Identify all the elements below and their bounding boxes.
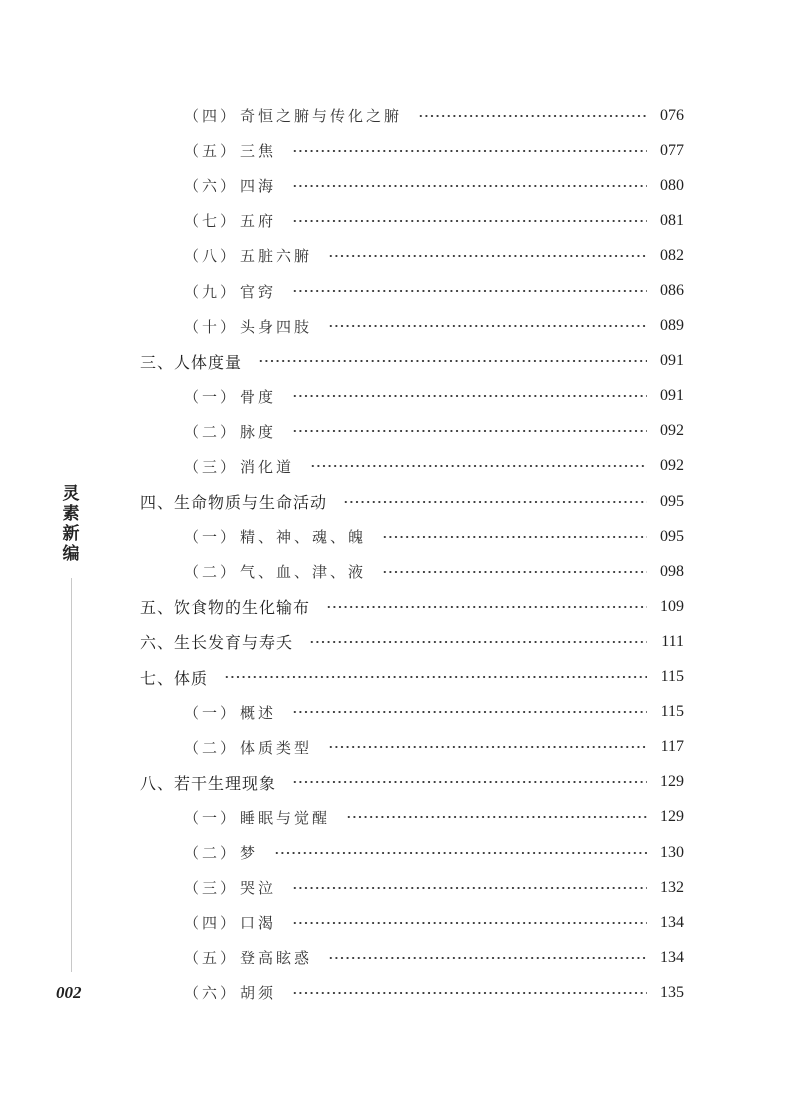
toc-entry-number: （四） xyxy=(184,914,239,933)
dot-leader xyxy=(292,185,647,187)
toc-entry-title: 精、神、魂、魄 xyxy=(240,528,367,547)
dot-leader xyxy=(310,465,647,467)
dot-leader xyxy=(292,290,647,292)
toc-subsection[interactable] xyxy=(0,449,790,484)
toc-entry-page: 098 xyxy=(660,562,684,580)
toc-entry-page: 135 xyxy=(660,983,684,1001)
toc-entry-page: 095 xyxy=(660,527,684,545)
toc-entry-page: 089 xyxy=(660,317,684,335)
dot-leader xyxy=(328,255,647,257)
toc-entry-number: （十） xyxy=(184,317,239,336)
toc-subsection[interactable] xyxy=(0,835,790,870)
toc-entry-number: 八、 xyxy=(140,773,175,793)
page-number: 002 xyxy=(56,983,82,1002)
toc-entry-title: 口渴 xyxy=(240,914,277,933)
toc-entry-title: 官窍 xyxy=(240,282,277,301)
toc-entry-number: （九） xyxy=(184,282,239,301)
toc-entry-page: 086 xyxy=(660,282,684,300)
toc-entry-number: （六） xyxy=(184,984,239,1003)
toc-entry-title: 五府 xyxy=(240,212,277,231)
toc-subsection[interactable] xyxy=(0,940,790,975)
toc-section[interactable] xyxy=(0,660,790,695)
toc-entry-number: （五） xyxy=(184,142,239,161)
toc-entry-title: 骨度 xyxy=(240,387,277,406)
toc-entry-page: 111 xyxy=(661,632,684,650)
toc-entry-number: （一） xyxy=(184,808,239,827)
dot-leader xyxy=(258,360,647,362)
toc-entry-page: 134 xyxy=(660,948,684,966)
toc-entry-title: 胡须 xyxy=(240,984,277,1003)
toc-entry-number: 五、 xyxy=(140,598,175,618)
toc-subsection[interactable] xyxy=(0,133,790,168)
toc-entry-number: （二） xyxy=(184,422,239,441)
toc-section[interactable] xyxy=(0,624,790,659)
dot-leader xyxy=(292,887,647,889)
toc-entry-page: 117 xyxy=(660,738,684,756)
toc-entry-title: 奇恒之腑与传化之腑 xyxy=(240,107,403,126)
toc-entry-title: 消化道 xyxy=(240,457,295,476)
dot-leader xyxy=(292,992,647,994)
toc-entry-title: 体质 xyxy=(174,668,209,688)
toc-entry-number: （二） xyxy=(184,563,239,582)
toc-entry-number: （二） xyxy=(184,844,239,863)
toc-entry-number: （五） xyxy=(184,949,239,968)
dot-leader xyxy=(346,816,647,818)
toc-entry-page: 091 xyxy=(660,387,684,405)
toc-subsection[interactable] xyxy=(0,870,790,905)
toc-entry-number: （三） xyxy=(184,457,239,476)
toc-entry-page: 134 xyxy=(660,913,684,931)
toc-subsection[interactable] xyxy=(0,379,790,414)
dot-leader xyxy=(328,325,647,327)
dot-leader xyxy=(292,711,647,713)
dot-leader xyxy=(292,220,647,222)
toc-entry-title: 梦 xyxy=(240,844,259,863)
toc-entry-page: 109 xyxy=(660,597,684,615)
toc-subsection[interactable] xyxy=(0,168,790,203)
toc-entry-title: 概述 xyxy=(240,703,277,722)
toc-entry-number: （七） xyxy=(184,212,239,231)
toc-entry-title: 四海 xyxy=(240,177,277,196)
toc-entry-page: 092 xyxy=(660,457,684,475)
dot-leader xyxy=(328,746,647,748)
toc-entry-title: 睡眠与觉醒 xyxy=(240,808,331,827)
toc-subsection[interactable] xyxy=(0,203,790,238)
dot-leader xyxy=(292,395,647,397)
toc-entry-number: （一） xyxy=(184,528,239,547)
toc-entry-number: 四、 xyxy=(140,493,175,513)
dot-leader xyxy=(292,922,647,924)
dot-leader xyxy=(328,957,647,959)
toc-subsection[interactable] xyxy=(0,695,790,730)
toc-subsection[interactable] xyxy=(0,730,790,765)
toc-entry-number: （一） xyxy=(184,387,239,406)
toc-section[interactable] xyxy=(0,344,790,379)
toc-entry-title: 脉度 xyxy=(240,422,277,441)
toc-entry-title: 饮食物的生化输布 xyxy=(174,598,311,618)
toc-entry-title: 三焦 xyxy=(240,142,277,161)
toc-subsection[interactable] xyxy=(0,238,790,273)
table-of-contents xyxy=(0,98,790,1010)
toc-entry-title: 哭泣 xyxy=(240,879,277,898)
toc-entry-page: 077 xyxy=(660,141,684,159)
toc-entry-number: （八） xyxy=(184,247,239,266)
toc-subsection[interactable] xyxy=(0,905,790,940)
toc-section[interactable] xyxy=(0,765,790,800)
toc-section[interactable] xyxy=(0,484,790,519)
toc-entry-page: 076 xyxy=(660,106,684,124)
toc-entry-number: 六、 xyxy=(140,633,175,653)
toc-entry-page: 129 xyxy=(660,808,684,826)
running-title: 灵素新编 xyxy=(62,484,80,564)
toc-subsection[interactable] xyxy=(0,800,790,835)
toc-entry-title: 五脏六腑 xyxy=(240,247,313,266)
toc-subsection[interactable] xyxy=(0,309,790,344)
toc-entry-page: 115 xyxy=(660,703,684,721)
toc-subsection[interactable] xyxy=(0,414,790,449)
toc-entry-number: （六） xyxy=(184,177,239,196)
toc-entry-title: 生命物质与生命活动 xyxy=(174,493,328,513)
toc-entry-page: 115 xyxy=(660,668,684,686)
toc-entry-page: 095 xyxy=(660,492,684,510)
toc-entry-title: 体质类型 xyxy=(240,738,313,757)
toc-subsection[interactable] xyxy=(0,98,790,133)
dot-leader xyxy=(292,430,647,432)
dot-leader xyxy=(418,115,647,117)
toc-section[interactable] xyxy=(0,589,790,624)
toc-entry-page: 080 xyxy=(660,176,684,194)
toc-entry-number: 三、 xyxy=(140,352,175,372)
toc-entry-title: 登高眩惑 xyxy=(240,949,313,968)
dot-leader xyxy=(292,781,647,783)
toc-entry-number: （一） xyxy=(184,703,239,722)
dot-leader xyxy=(274,852,647,854)
toc-subsection[interactable] xyxy=(0,273,790,308)
toc-entry-page: 081 xyxy=(660,211,684,229)
toc-entry-page: 129 xyxy=(660,773,684,791)
toc-entry-page: 082 xyxy=(660,246,684,264)
dot-leader xyxy=(326,606,647,608)
toc-entry-page: 092 xyxy=(660,422,684,440)
toc-entry-page: 132 xyxy=(660,878,684,896)
toc-entry-title: 头身四肢 xyxy=(240,317,313,336)
toc-entry-number: （三） xyxy=(184,879,239,898)
dot-leader xyxy=(343,501,647,503)
toc-subsection[interactable] xyxy=(0,554,790,589)
dot-leader xyxy=(224,676,647,678)
toc-subsection[interactable] xyxy=(0,519,790,554)
toc-subsection[interactable] xyxy=(0,975,790,1010)
toc-entry-title: 若干生理现象 xyxy=(174,773,277,793)
toc-entry-page: 091 xyxy=(660,352,684,370)
toc-entry-number: 七、 xyxy=(140,668,175,688)
dot-leader xyxy=(292,150,647,152)
toc-entry-number: （四） xyxy=(184,107,239,126)
toc-entry-page: 130 xyxy=(660,843,684,861)
dot-leader xyxy=(382,536,647,538)
toc-entry-number: （二） xyxy=(184,738,239,757)
toc-entry-title: 气、血、津、液 xyxy=(240,563,367,582)
toc-entry-title: 生长发育与寿夭 xyxy=(174,633,294,653)
toc-entry-title: 人体度量 xyxy=(174,352,243,372)
dot-leader xyxy=(382,571,647,573)
dot-leader xyxy=(309,641,647,643)
